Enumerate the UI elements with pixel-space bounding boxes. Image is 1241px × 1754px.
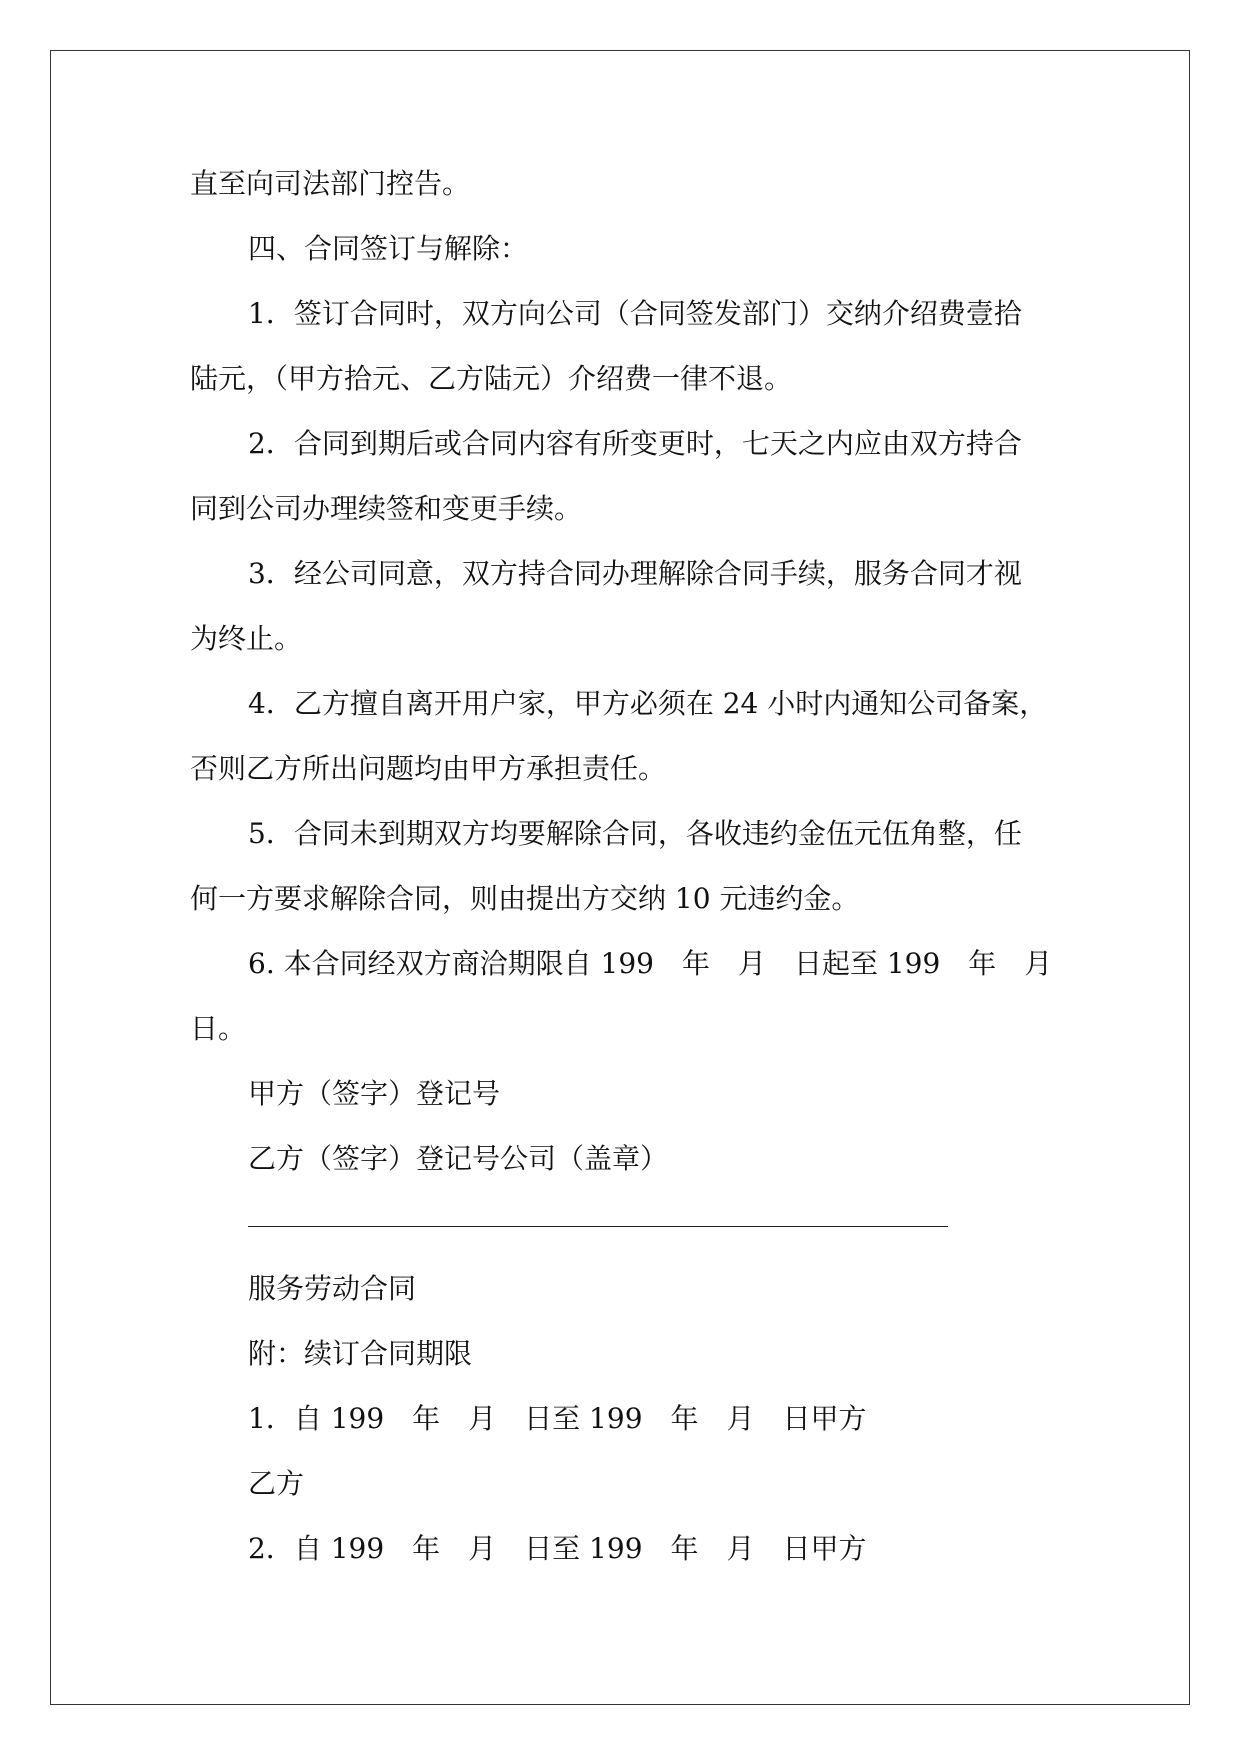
text-line: 1．自 199 年 月 日至 199 年 月 日甲方 [248, 1402, 867, 1435]
text-line: 3．经公司同意，双方持合同办理解除合同手续，服务合同才视 [248, 557, 1022, 590]
signature-line-party-a: 甲方（签字）登记号 [248, 1077, 501, 1110]
section-heading: 四、合同签订与解除： [248, 232, 529, 265]
signature-line-party-b: 乙方（签字）登记号公司（盖章） [248, 1142, 669, 1175]
text-line: 2．自 199 年 月 日至 199 年 月 日甲方 [248, 1532, 867, 1565]
document-title: 服务劳动合同 [248, 1272, 417, 1305]
text-line: 1．签订合同时，双方向公司（合同签发部门）交纳介绍费壹拾 [248, 297, 1022, 330]
text-line: 陆元，（甲方拾元、乙方陆元）介绍费一律不退。 [190, 362, 793, 395]
text-line: 2．合同到期后或合同内容有所变更时，七天之内应由双方持合 [248, 427, 1022, 460]
text-line: 何一方要求解除合同，则由提出方交纳 10 元违约金。 [190, 882, 860, 915]
text-line: 否则乙方所出问题均由甲方承担责任。 [190, 752, 667, 785]
text-line: 直至向司法部门控告。 [190, 167, 471, 200]
text-line: 附：续订合同期限 [248, 1337, 473, 1370]
text-line: 乙方 [248, 1467, 305, 1500]
text-line: 为终止。 [190, 622, 303, 655]
text-line: 6. 本合同经双方商洽期限自 199 年 月 日起至 199 年 月 [248, 947, 1053, 980]
separator-rule [248, 1226, 948, 1227]
text-line: 同到公司办理续签和变更手续。 [190, 492, 583, 525]
text-line: 日。 [190, 1012, 247, 1045]
text-line: 5．合同未到期双方均要解除合同，各收违约金伍元伍角整，任 [248, 817, 1022, 850]
text-line: 4．乙方擅自离开用户家，甲方必须在 24 小时内通知公司备案， [248, 687, 1048, 720]
